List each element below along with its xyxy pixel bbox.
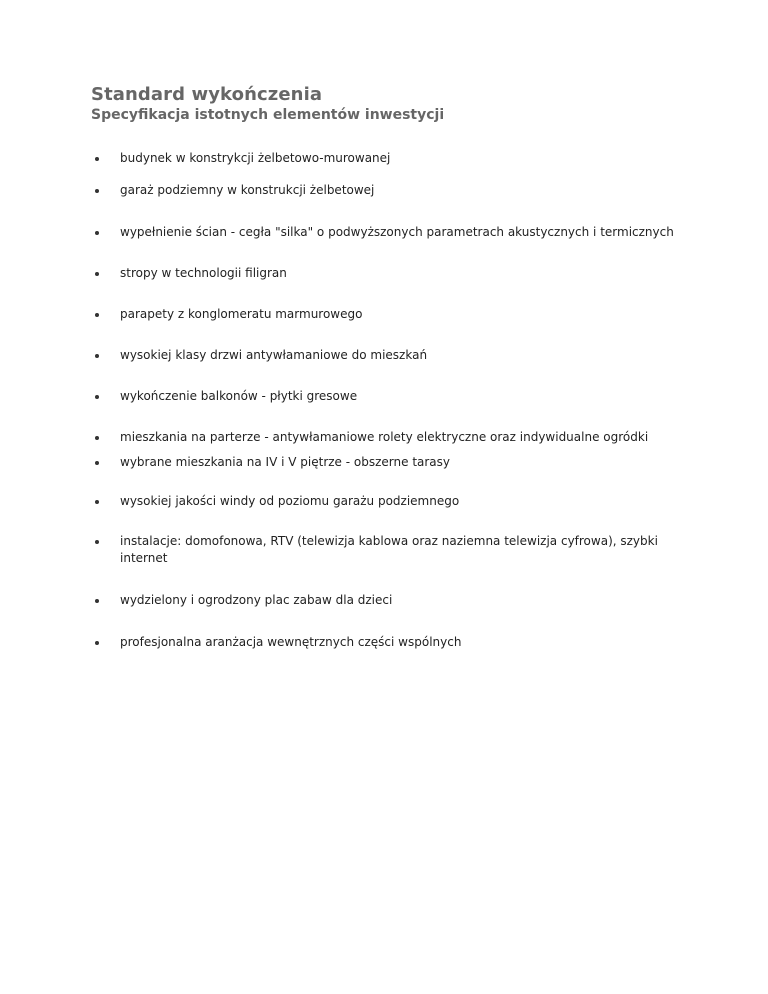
list-item <box>91 265 691 282</box>
list-item <box>91 533 691 567</box>
document-page <box>91 84 731 696</box>
page-subtitle: Specyfikacja istotnych elementów inwestycji <box>91 107 445 123</box>
list-item <box>91 388 691 405</box>
list-item-text: profesjonalna aranżacja wewnętrznych części wspólnych <box>120 635 462 649</box>
list-item-text: wydzielony i ogrodzony plac zabaw dla dzieci <box>120 593 393 607</box>
list-item <box>91 150 691 167</box>
list-item-text: stropy w technologii filigran <box>120 266 287 280</box>
bullet-icon <box>95 272 99 276</box>
list-item <box>91 454 691 471</box>
bullet-icon <box>95 500 99 504</box>
bullet-icon <box>95 313 99 317</box>
bullet-icon <box>95 354 99 358</box>
list-item <box>91 429 691 446</box>
list-item <box>91 347 691 364</box>
bullet-icon <box>95 461 99 465</box>
list-item <box>91 592 691 609</box>
list-item <box>91 182 691 199</box>
list-item-text: wysokiej jakości windy od poziomu garażu podziemnego <box>120 494 460 508</box>
bullet-icon <box>95 436 99 440</box>
bullet-icon <box>95 540 99 544</box>
list-item-text: wykończenie balkonów - płytki gresowe <box>120 389 358 403</box>
list-item-text: wybrane mieszkania na IV i V piętrze - obszerne tarasy <box>120 455 451 469</box>
bullet-icon <box>95 189 99 193</box>
list-item-text: instalacje: domofonowa, RTV (telewizja kablowa oraz naziemna telewizja cyfrowa), szybki internet <box>120 534 658 565</box>
bullet-icon <box>95 641 99 645</box>
list-item <box>91 634 691 651</box>
list-item-text: mieszkania na parterze - antywłamaniowe rolety elektryczne oraz indywidualne ogródki <box>120 430 649 444</box>
list-item <box>91 493 691 510</box>
list-item-text: parapety z konglomeratu marmurowego <box>120 307 363 321</box>
list-item-text: garaż podziemny w konstrukcji żelbetowej <box>120 183 375 197</box>
bullet-icon <box>95 599 99 603</box>
bullet-icon <box>95 157 99 161</box>
list-item <box>91 306 691 323</box>
list-item-text: budynek w konstrykcji żelbetowo-murowanej <box>120 151 391 165</box>
bullet-icon <box>95 395 99 399</box>
bullet-icon <box>95 231 99 235</box>
list-item-text: wysokiej klasy drzwi antywłamaniowe do mieszkań <box>120 348 428 362</box>
page-title: Standard wykończenia <box>91 84 323 105</box>
specification-list <box>91 136 731 696</box>
list-item <box>91 224 691 241</box>
list-item-text: wypełnienie ścian - cegła "silka" o podwyższonych parametrach akustycznych i termicznych <box>120 225 674 239</box>
